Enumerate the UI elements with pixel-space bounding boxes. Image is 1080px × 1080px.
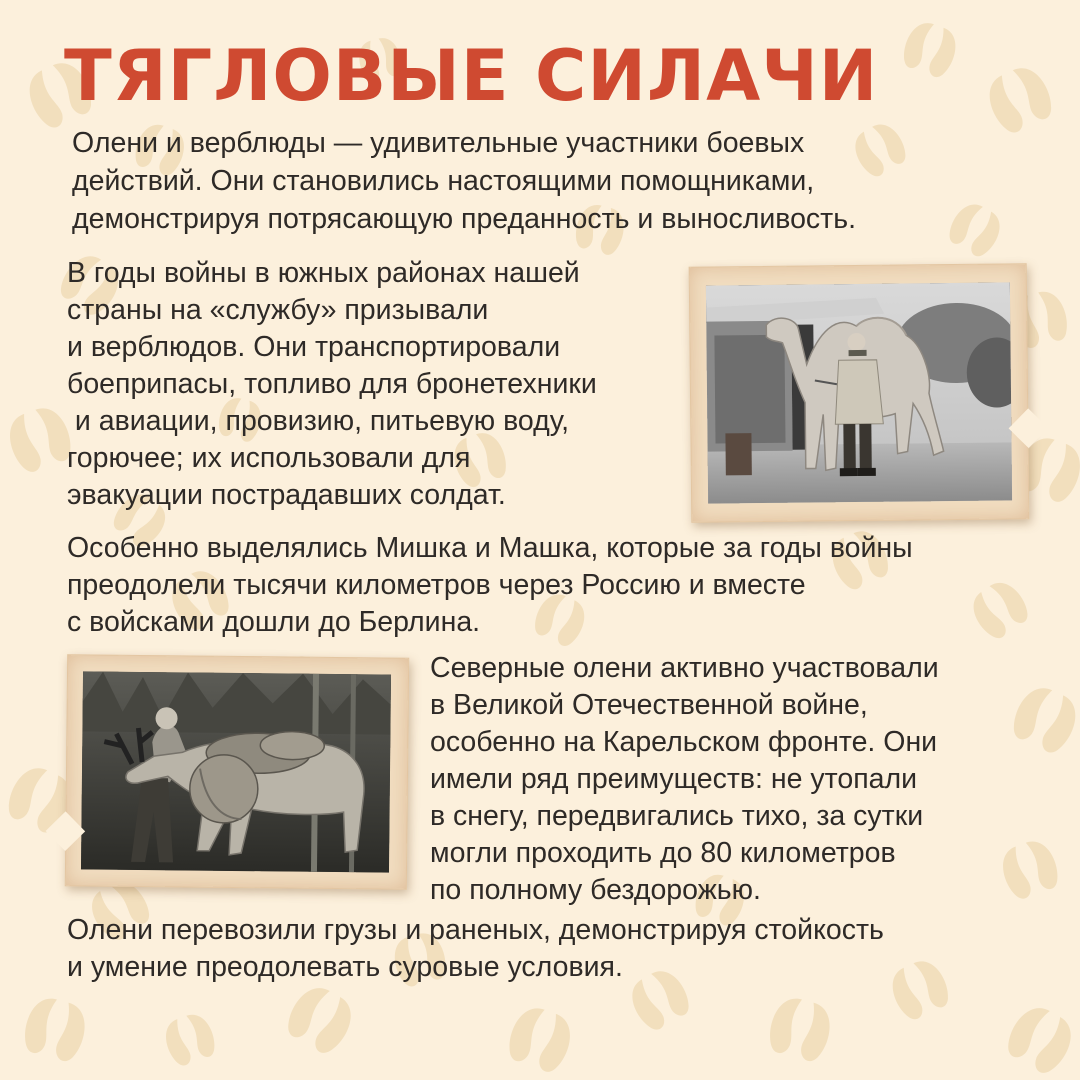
mishka-mashka-line: преодолели тысячи километров через Россию и вместе (67, 569, 806, 601)
intro-paragraph (72, 124, 856, 238)
camels-line: эвакуации пострадавших солдат. (67, 479, 506, 511)
camels-line: боеприпасы, топливо для бронетехники (67, 368, 597, 400)
intro-line: демонстрируя потрясающую преданность и выносливость. (72, 203, 856, 235)
camel-photo-illustration (706, 282, 1012, 503)
reindeer-line: могли проходить до 80 километров (430, 837, 896, 869)
outro-paragraph (67, 912, 884, 986)
reindeer-line: имели ряд преимуществ: не утопали (430, 763, 918, 795)
page-title: ТЯГЛОВЫЕ СИЛАЧИ (64, 35, 879, 117)
camels-line: страны на «службу» призывали (67, 294, 489, 326)
reindeer-line: особенно на Карельском фронте. Они (430, 726, 938, 758)
mishka-mashka-line: Особенно выделялись Мишка и Машка, которые за годы войны (67, 532, 913, 564)
camels-line: и авиации, провизию, питьевую воду, (67, 405, 570, 437)
reindeer-photo-card (65, 654, 409, 890)
reindeer-photo-illustration (81, 671, 391, 872)
reindeer-line: в снегу, передвигались тихо, за сутки (430, 800, 924, 832)
reindeer-line: в Великой Отечественной войне, (430, 689, 868, 721)
intro-line: действий. Они становились настоящими помощниками, (72, 165, 815, 197)
camels-line: и верблюдов. Они транспортировали (67, 331, 561, 363)
mishka-mashka-paragraph (67, 530, 913, 641)
camel-photo-card (689, 263, 1030, 523)
camels-paragraph (67, 255, 597, 514)
mishka-mashka-line: с войсками дошли до Берлина. (67, 606, 481, 638)
intro-line: Олени и верблюды — удивительные участники боевых (72, 127, 805, 159)
camels-line: горючее; их использовали для (67, 442, 471, 474)
soldier-with-camel-photo (706, 282, 1012, 503)
outro-line: и умение преодолевать суровые условия. (67, 951, 623, 983)
camels-line: В годы войны в южных районах нашей (67, 257, 580, 289)
reindeer-line: по полному бездорожью. (430, 874, 761, 906)
reindeer-line: Северные олени активно участвовали (430, 652, 939, 684)
reindeer-paragraph (430, 650, 939, 909)
outro-line: Олени перевозили грузы и раненых, демонстрируя стойкость (67, 914, 884, 946)
reindeer-with-pack-photo (81, 671, 391, 872)
